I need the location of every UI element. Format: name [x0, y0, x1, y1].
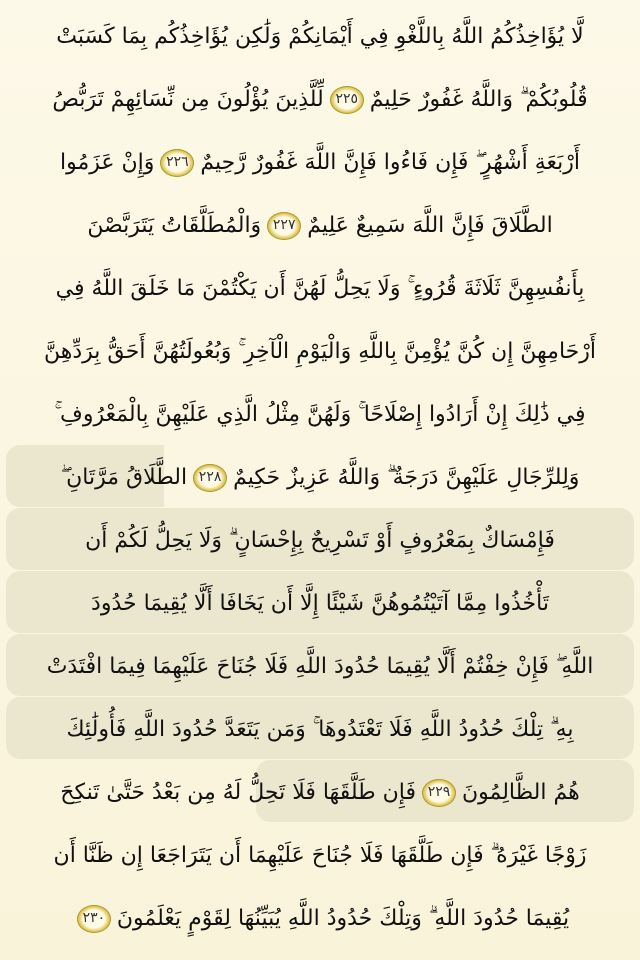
verse-text[interactable]: الطَّلَاقُ مَرَّتَانِ ۖ: [60, 465, 188, 490]
verse-text[interactable]: الطَّلَاقَ فَإِنَّ اللَّهَ سَمِيعٌ عَلِيمٌ: [307, 213, 553, 238]
ayah-number-marker[interactable]: ٢٢٥: [330, 86, 364, 114]
quran-line[interactable]: [10, 510, 630, 571]
verse-text[interactable]: زَوْجًا غَيْرَهُ ۗ فَإِن طَلَّقَهَا فَلَا جُنَاحَ عَلَيْهِمَا أَن يَتَرَاجَعَا إِن ظَنَّا أَن: [53, 843, 587, 868]
quran-line[interactable]: [10, 447, 630, 508]
verse-text[interactable]: أَرْحَامِهِنَّ إِن كُنَّ يُؤْمِنَّ بِاللَّهِ وَالْيَوْمِ الْآخِرِ ۚ وَبُعُولَتُهُنَّ أَحَقُّ بِرَدِّهِنَّ: [44, 339, 597, 364]
verse-text[interactable]: وَلِلرِّجَالِ عَلَيْهِنَّ دَرَجَةٌ ۗ وَاللَّهُ عَزِيزٌ حَكِيمٌ: [233, 465, 580, 490]
verse-text[interactable]: فَإِمْسَاكٌ بِمَعْرُوفٍ أَوْ تَسْرِيحٌ بِإِحْسَانٍ ۗ وَلَا يَحِلُّ لَكُمْ أَن: [85, 528, 555, 553]
quran-line[interactable]: [10, 384, 630, 445]
verse-text[interactable]: قُلُوبُكُمْ ۗ وَاللَّهُ غَفُورٌ حَلِيمٌ: [369, 87, 588, 112]
quran-line[interactable]: [10, 132, 630, 193]
quran-line[interactable]: [10, 258, 630, 319]
quran-line[interactable]: [10, 69, 630, 130]
quran-line[interactable]: [10, 6, 630, 67]
verse-text[interactable]: أَرْبَعَةِ أَشْهُرٍ ۖ فَإِن فَاءُوا فَإِنَّ اللَّهَ غَفُورٌ رَّحِيمٌ: [200, 150, 581, 175]
verse-text[interactable]: فَإِن طَلَّقَهَا فَلَا تَحِلُّ لَهُ مِن بَعْدُ حَتَّىٰ تَنكِحَ: [60, 780, 416, 805]
verse-text[interactable]: بِهِ ۗ تِلْكَ حُدُودُ اللَّهِ فَلَا تَعْتَدُوهَا ۚ وَمَن يَتَعَدَّ حُدُودَ اللَّهِ فَأُولَٰئِكَ: [66, 717, 574, 742]
ayah-number-marker[interactable]: ٢٢٨: [193, 464, 227, 492]
verse-text[interactable]: هُمُ الظَّالِمُونَ: [461, 780, 580, 805]
verse-text[interactable]: فِي ذَٰلِكَ إِنْ أَرَادُوا إِصْلَاحًا ۚ وَلَهُنَّ مِثْلُ الَّذِي عَلَيْهِنَّ بِالْمَعْرُوفِ ۚ: [54, 402, 586, 427]
verse-text[interactable]: لَّا يُؤَاخِذُكُمُ اللَّهُ بِاللَّغْوِ فِي أَيْمَانِكُمْ وَلَٰكِن يُؤَاخِذُكُم بِمَا كَسَبَتْ: [56, 24, 584, 49]
quran-line[interactable]: [10, 825, 630, 886]
quran-line[interactable]: [10, 195, 630, 256]
ayah-number-marker[interactable]: ٢٣٠: [77, 905, 111, 933]
ayah-number-marker[interactable]: ٢٢٧: [267, 212, 301, 240]
quran-line[interactable]: [10, 573, 630, 634]
verse-text[interactable]: اللَّهِ ۖ فَإِنْ خِفْتُمْ أَلَّا يُقِيمَا حُدُودَ اللَّهِ فَلَا جُنَاحَ عَلَيْهِمَا فِيمَا افْتَدَتْ: [46, 654, 594, 679]
verse-text[interactable]: تَأْخُذُوا مِمَّا آتَيْتُمُوهُنَّ شَيْئًا إِلَّا أَن يَخَافَا أَلَّا يُقِيمَا حُدُودَ: [91, 591, 549, 616]
quran-line[interactable]: [10, 321, 630, 382]
quran-line[interactable]: [10, 762, 630, 823]
quran-line[interactable]: [10, 699, 630, 760]
quran-line[interactable]: [10, 888, 630, 949]
ayah-number-marker[interactable]: ٢٢٦: [160, 149, 194, 177]
quran-line[interactable]: [10, 636, 630, 697]
verse-text[interactable]: وَإِنْ عَزَمُوا: [59, 150, 155, 175]
verse-text[interactable]: وَالْمُطَلَّقَاتُ يَتَرَبَّصْنَ: [87, 213, 262, 238]
verse-text[interactable]: لِّلَّذِينَ يُؤْلُونَ مِن نِّسَائِهِمْ تَرَبُّصُ: [52, 87, 324, 112]
verse-text[interactable]: يُقِيمَا حُدُودَ اللَّهِ ۗ وَتِلْكَ حُدُودُ اللَّهِ يُبَيِّنُهَا لِقَوْمٍ يَعْلَمُونَ: [116, 906, 570, 931]
verse-text[interactable]: بِأَنفُسِهِنَّ ثَلَاثَةَ قُرُوءٍ ۚ وَلَا يَحِلُّ لَهُنَّ أَن يَكْتُمْنَ مَا خَلَقَ اللَّهُ فِي: [55, 276, 585, 301]
ayah-number-marker[interactable]: ٢٢٩: [422, 779, 456, 807]
